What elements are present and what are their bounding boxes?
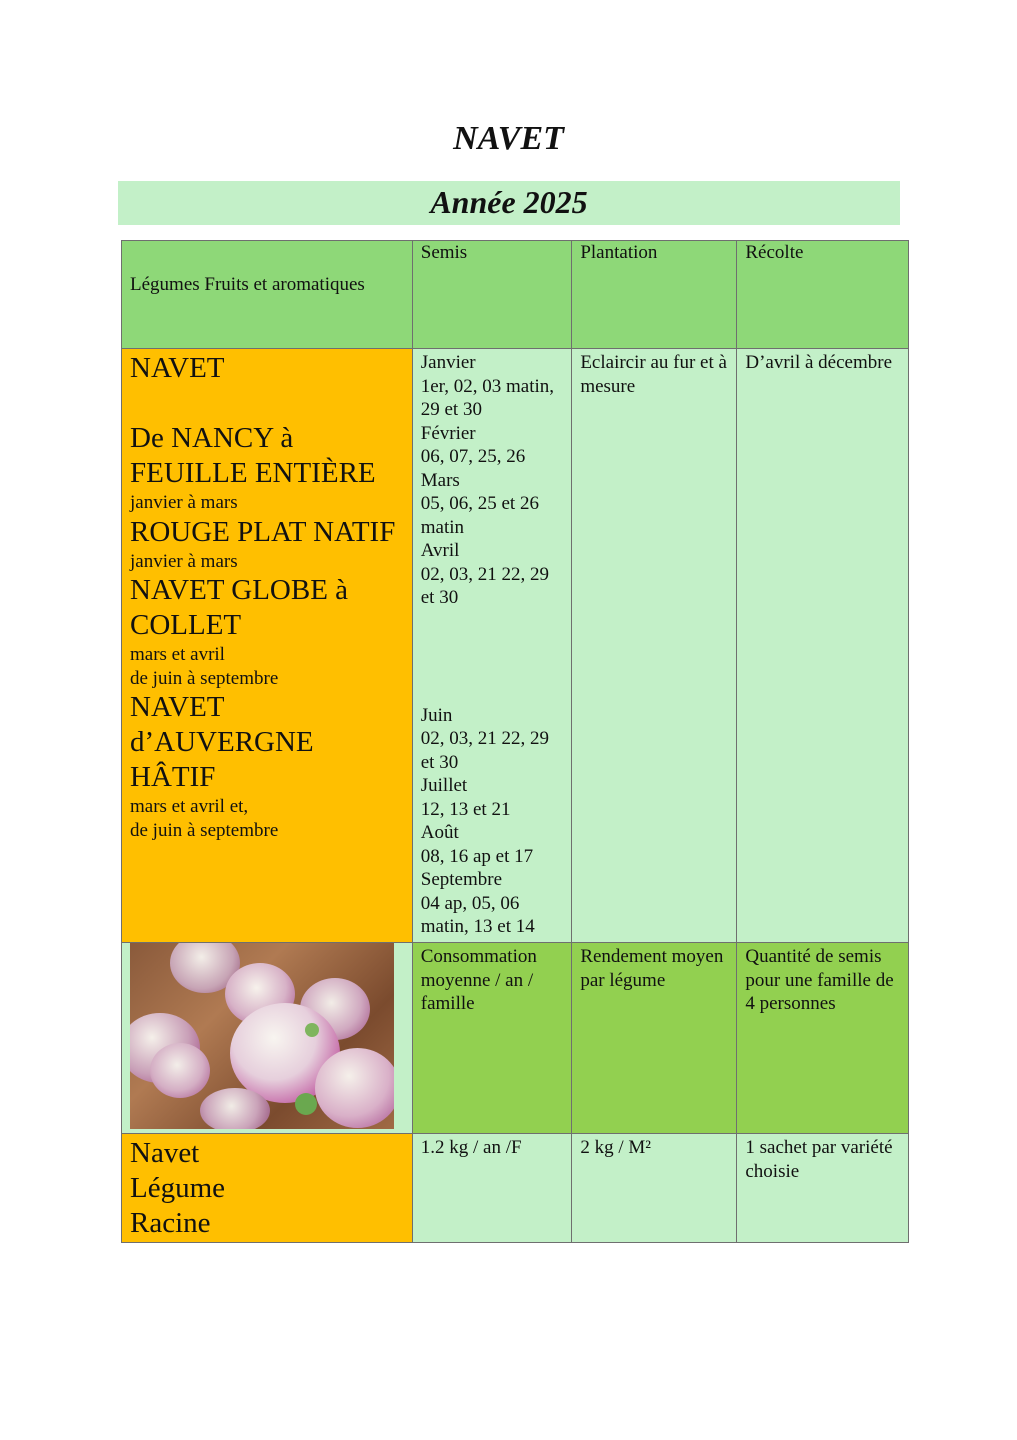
semis-days: 12, 13 et 21 (420, 798, 511, 820)
stats-value-consumption: 1.2 kg / an /F (412, 1134, 572, 1243)
semis-days: 05, 06, 25 et 26 matin (420, 493, 539, 538)
semis-month: Juillet (420, 775, 468, 796)
planting-table (121, 240, 909, 1243)
stats-value-seed-quantity: 1 sachet par variété choisie (737, 1134, 909, 1243)
variety-period: janvier à mars (130, 492, 238, 513)
recolte-cell: D’avril à décembre (737, 349, 909, 943)
photo-cell (122, 943, 413, 1134)
footer-label-line: Racine (130, 1207, 211, 1239)
semis-cell (412, 349, 572, 943)
semis-days: 04 ap, 05, 06 matin, 13 et 14 (420, 892, 535, 937)
semis-days: 02, 03, 21 22, 29 et 30 (420, 563, 549, 608)
footer-row (122, 1134, 909, 1243)
image-row (122, 943, 909, 1134)
semis-month: Février (420, 422, 476, 444)
variety-period: mars et avril et, de juin à septembre (130, 796, 279, 841)
semis-month: Avril (420, 540, 460, 561)
stats-header-yield: Rendement moyen par légume (572, 943, 737, 1134)
semis-month: Mars (420, 469, 460, 491)
variety-name: De NANCY à FEUILLE ENTIÈRE (130, 422, 376, 489)
variety-name: NAVET GLOBE à COLLET (130, 574, 349, 641)
semis-days: 1er, 02, 03 matin, 29 et 30 (420, 375, 555, 420)
stats-header-consumption: Consommation moyenne / an / famille (412, 943, 572, 1134)
stats-header-seed-quantity: Quantité de semis pour une famille de 4 personnes (737, 943, 909, 1134)
variety-name: NAVET d’AUVERGNE HÂTIF (130, 691, 314, 793)
variety-name: ROUGE PLAT NATIF (130, 515, 396, 548)
semis-days: 06, 07, 25, 26 (420, 446, 526, 467)
footer-label-cell (122, 1134, 413, 1243)
variety-period: mars et avril de juin à septembre (130, 644, 279, 689)
turnip-photo-icon (130, 943, 394, 1129)
semis-days: 02, 03, 21 22, 29 et 30 (420, 728, 549, 773)
stats-value-yield: 2 kg / M² (572, 1134, 737, 1243)
semis-month: Août (420, 822, 459, 843)
varieties-row (122, 349, 909, 943)
header-semis: Semis (412, 241, 572, 349)
year-banner: Année 2025 (118, 181, 900, 225)
header-recolte: Récolte (737, 241, 909, 349)
semis-month: Janvier (420, 352, 476, 373)
table-header-row (122, 241, 909, 349)
footer-label-line: Navet (130, 1137, 200, 1169)
document-title: NAVET (453, 120, 564, 157)
header-plantation: Plantation (572, 241, 737, 349)
varieties-cell (122, 349, 413, 943)
variety-name: NAVET (130, 352, 225, 384)
variety-period: janvier à mars (130, 550, 238, 572)
footer-label-line: Légume (130, 1172, 226, 1204)
header-vegetables: Légumes Fruits et aromatiques (122, 241, 413, 349)
plantation-cell: Eclaircir au fur et à mesure (572, 349, 737, 943)
semis-month: Juin (420, 704, 453, 726)
semis-days: 08, 16 ap et 17 (420, 845, 534, 867)
semis-month: Septembre (420, 869, 503, 890)
